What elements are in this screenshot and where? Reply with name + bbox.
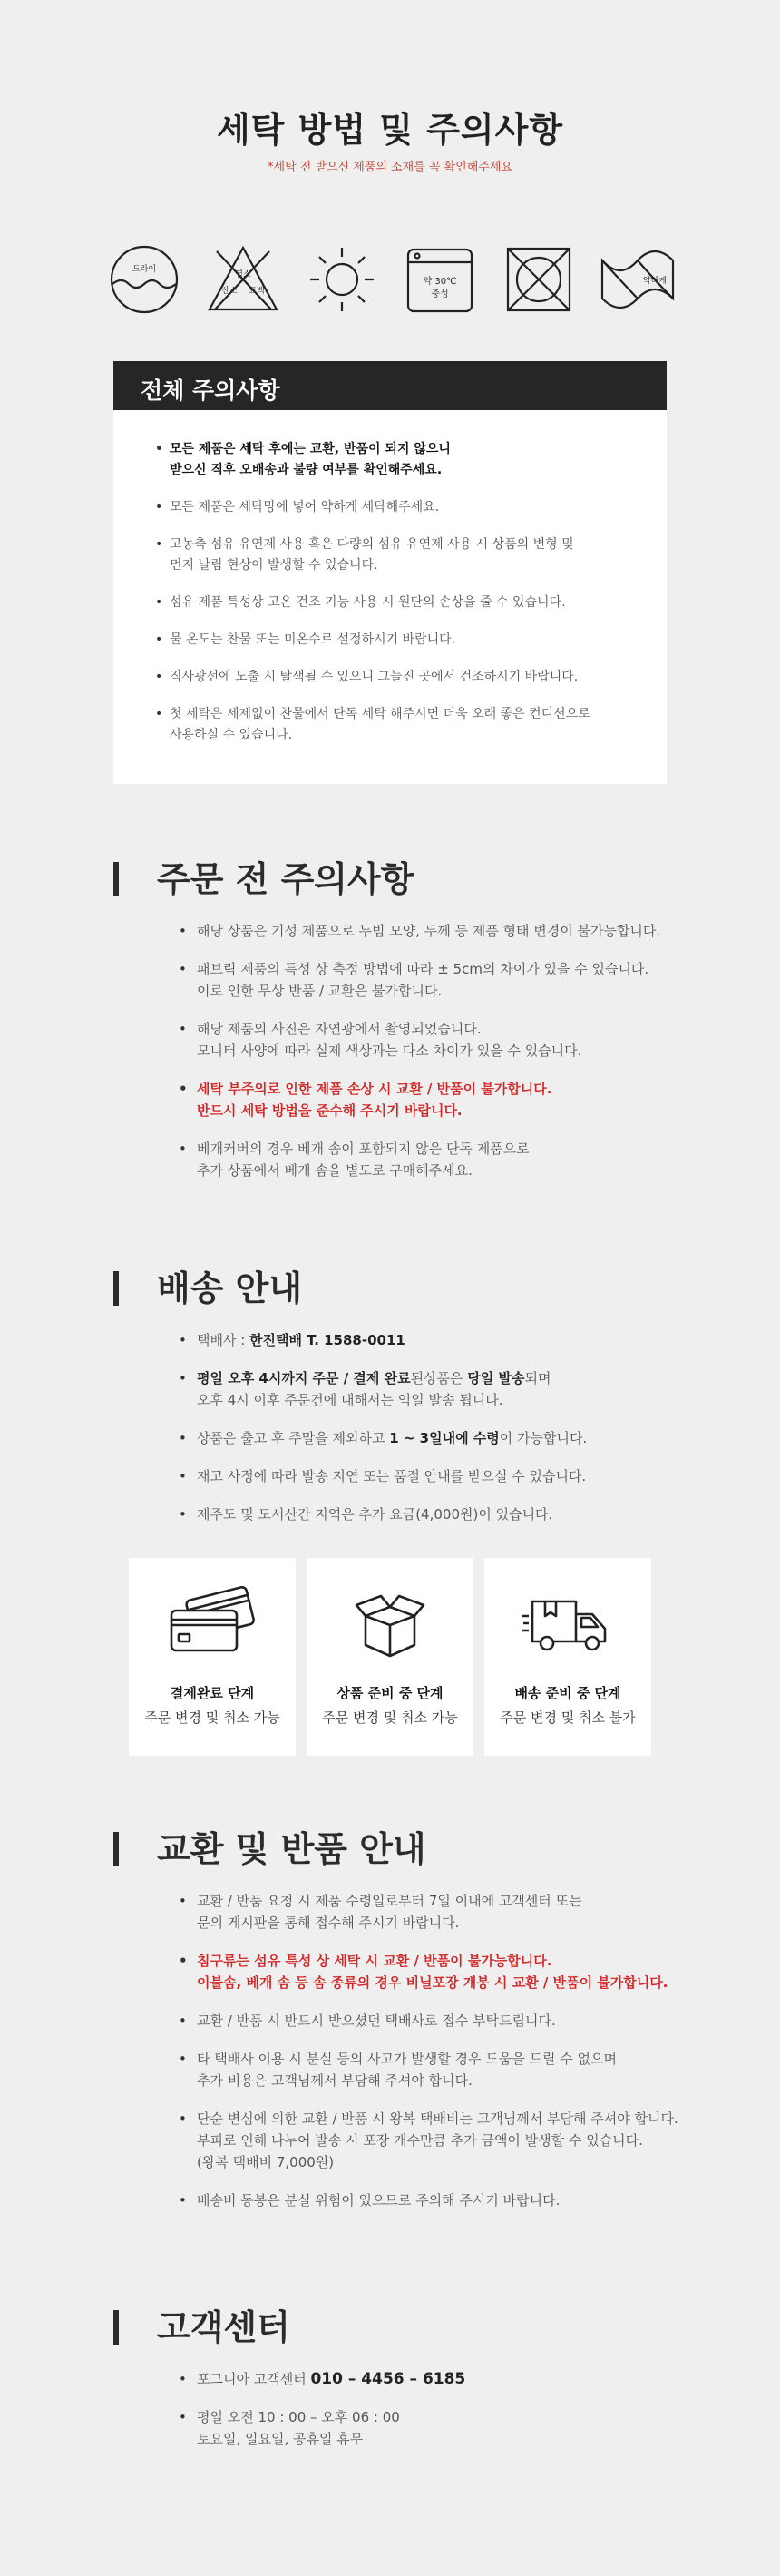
no-bleach-icon <box>204 240 282 318</box>
pre-order-item: • 베개커버의 경우 베개 솜이 포함되지 않은 단독 제품으로 추가 상품에서 베개 솜을 별도로 구매해주세요. <box>179 1138 694 1181</box>
dry-clean-label: 드라이 <box>132 265 157 274</box>
shipping-delivery-time <box>179 1427 694 1449</box>
shipping-heading <box>113 1268 694 1309</box>
shipping-courier <box>179 1329 694 1351</box>
step-desc: 주문 변경 및 취소 가능 <box>144 1709 280 1726</box>
pre-order-item: • 해당 상품은 기성 제품으로 누빔 모양, 두께 등 제품 형태 변경이 불가능합니다. <box>179 920 694 942</box>
customer-center-title: 고객센터 <box>157 2307 290 2347</box>
phone-number[interactable]: 010 – 4456 – 6185 <box>310 2370 466 2388</box>
sun-dry-icon <box>303 240 381 318</box>
pre-order-title: 주문 전 주의사항 <box>157 859 414 899</box>
heading-bar <box>113 1271 119 1306</box>
order-step-cards <box>129 1558 651 1756</box>
returns-item: • 단순 변심에 의한 교환 / 반품 시 왕복 택배비는 고객님께서 부담해 주셔야 합니다. 부피로 인해 나누어 발송 시 포장 개수만큼 추가 금액이 발생할 수 있습니다. (왕복 택배비 7,000원) <box>179 2108 694 2173</box>
step-card-shipping <box>484 1558 651 1756</box>
general-notice-item: • 물 온도는 찬물 또는 미온수로 설정하시기 바랍니다. <box>157 630 625 651</box>
returns-title: 교환 및 반품 안내 <box>157 1829 426 1869</box>
shipping-title: 배송 안내 <box>157 1268 303 1308</box>
delivery-days: 1 ~ 3일내에 수령 <box>389 1430 500 1446</box>
returns-list <box>113 1870 694 2211</box>
pre-order-item: • 패브릭 제품의 특성 상 측정 방법에 따라 ± 5cm의 차이가 있을 수 있습니다. 이로 인한 무상 반품 / 교환은 불가합니다. <box>179 958 694 1002</box>
courier-prefix: 택배사 : <box>197 1332 250 1348</box>
heading-bar <box>113 2310 119 2345</box>
svg-text:산소: 산소 <box>221 287 238 296</box>
customer-center-hours: • 평일 오전 10 : 00 – 오후 06 : 00 토요일, 일요일, 공휴일 휴무 <box>179 2406 694 2450</box>
svg-text:표백: 표백 <box>249 287 265 296</box>
shipping-section <box>113 1268 694 1542</box>
same-day-label: 당일 발송 <box>467 1370 525 1386</box>
general-notice-list <box>113 410 667 746</box>
general-notice-item: • 직사광선에 노출 시 탈색될 수 있으니 그늘진 곳에서 건조하시기 바랍니다. <box>157 667 625 688</box>
general-notice-item: • 모든 제품은 세탁 후에는 교환, 반품이 되지 않으니 받으신 직후 오배송과 불량 여부를 확인해주세요. <box>157 439 625 481</box>
svg-text:중성: 중성 <box>431 289 450 299</box>
shipping-island-note: • 제주도 및 도서산간 지역은 추가 요금(4,000원)이 있습니다. <box>179 1503 694 1525</box>
pre-order-item: • 세탁 부주의로 인한 제품 손상 시 교환 / 반품이 불가합니다. 반드시 세탁 방법을 준수해 주시기 바랍니다. <box>179 1078 694 1121</box>
general-notice-title: 전체 주의사항 <box>113 361 667 410</box>
pre-order-list <box>113 900 694 1181</box>
heading-bar <box>113 1832 119 1866</box>
delivery-truck-icon <box>518 1585 618 1660</box>
general-notice-item: • 고농축 섬유 유연제 사용 혹은 다량의 섬유 유연제 사용 시 상품의 변형 및 먼지 날림 현상이 발생할 수 있습니다. <box>157 534 625 576</box>
svg-text:염소: 염소 <box>235 270 251 279</box>
customer-center-phone <box>179 2368 694 2390</box>
pre-order-section <box>113 858 694 1198</box>
general-notice-item: • 첫 세탁은 세제없이 찬물에서 단독 세탁 해주시면 더욱 오래 좋은 컨디션으로 사용하실 수 있습니다. <box>157 704 625 746</box>
step-title: 결제완료 단계 <box>170 1685 255 1701</box>
returns-item: • 교환 / 반품 시 반드시 받으셨던 택배사로 접수 부탁드립니다. <box>179 2010 694 2032</box>
returns-item: • 배송비 동봉은 분실 위험이 있으므로 주의해 주시기 바랍니다. <box>179 2189 694 2211</box>
credit-card-icon <box>162 1585 262 1660</box>
weak-wash-label: 약하게 <box>642 277 668 286</box>
no-tumble-dry-icon <box>500 240 578 318</box>
general-notice-item: • 모든 제품은 세탁망에 넣어 약하게 세탁해주세요. <box>157 497 625 518</box>
courier-name: 한진택배 T. 1588-0011 <box>249 1332 405 1348</box>
dry-clean-icon <box>105 240 183 318</box>
page-subtitle: *세탁 전 받으신 제품의 소재를 꼭 확인해주세요 <box>268 161 512 174</box>
shipping-stock-note: • 재고 사정에 따라 발송 지연 또는 품절 안내를 받으실 수 있습니다. <box>179 1465 694 1487</box>
returns-item: • 타 택배사 이용 시 분실 등의 사고가 발생할 경우 도움을 드릴 수 없으며 추가 비용은 고객님께서 부담해 주셔야 합니다. <box>179 2048 694 2091</box>
svg-text:약 30℃: 약 30℃ <box>423 277 457 287</box>
pre-order-heading <box>113 858 694 900</box>
returns-item: • 교환 / 반품 요청 시 제품 수령일로부터 7일 이내에 고객센터 또는 문의 게시판을 통해 접수해 주시기 바랍니다. <box>179 1890 694 1934</box>
delivery-prefix: 상품은 출고 후 주말을 제외하고 <box>197 1430 390 1446</box>
phone-label: 포그니아 고객센터 <box>197 2371 311 2387</box>
cutoff-line2: 오후 4시 이후 주문건에 대해서는 익일 발송 됩니다. <box>197 1392 503 1408</box>
returns-item: • 침구류는 섬유 특성 상 세탁 시 교환 / 반품이 불가능합니다. 이불솜, 베개 솜 등 솜 종류의 경우 비닐포장 개봉 시 교환 / 반품이 불가합니다. <box>179 1950 694 1993</box>
open-box-icon <box>340 1585 440 1660</box>
general-notice-box <box>113 361 667 784</box>
returns-heading <box>113 1828 694 1870</box>
customer-center-list <box>113 2348 694 2450</box>
wash-30-icon <box>401 240 479 318</box>
step-card-preparing <box>307 1558 473 1756</box>
customer-center-section <box>113 2307 694 2466</box>
returns-section <box>113 1828 694 2228</box>
step-desc: 주문 변경 및 취소 불가 <box>500 1709 636 1726</box>
customer-center-heading <box>113 2307 694 2348</box>
step-card-payment <box>129 1558 296 1756</box>
weak-wash-icon <box>599 240 677 318</box>
wash-icon-row <box>105 240 677 318</box>
cutoff-time: 평일 오후 4시까지 주문 / 결제 완료 <box>197 1370 411 1386</box>
cutoff-mid: 된상품은 <box>410 1370 468 1386</box>
shipping-cutoff <box>179 1367 694 1411</box>
step-desc: 주문 변경 및 취소 가능 <box>322 1709 458 1726</box>
shipping-list <box>113 1309 694 1525</box>
page-title: 세탁 방법 및 주의사항 <box>216 110 564 150</box>
cutoff-tail: 되며 <box>524 1370 551 1386</box>
step-title: 배송 준비 중 단계 <box>514 1685 621 1701</box>
pre-order-item: • 해당 제품의 사진은 자연광에서 촬영되었습니다. 모니터 사양에 따라 실제 색상과는 다소 차이가 있을 수 있습니다. <box>179 1018 694 1062</box>
heading-bar <box>113 862 119 896</box>
general-notice-item: • 섬유 제품 특성상 고온 건조 기능 사용 시 원단의 손상을 줄 수 있습니다. <box>157 593 625 613</box>
delivery-suffix: 이 가능합니다. <box>499 1430 588 1446</box>
step-title: 상품 준비 중 단계 <box>336 1685 444 1701</box>
